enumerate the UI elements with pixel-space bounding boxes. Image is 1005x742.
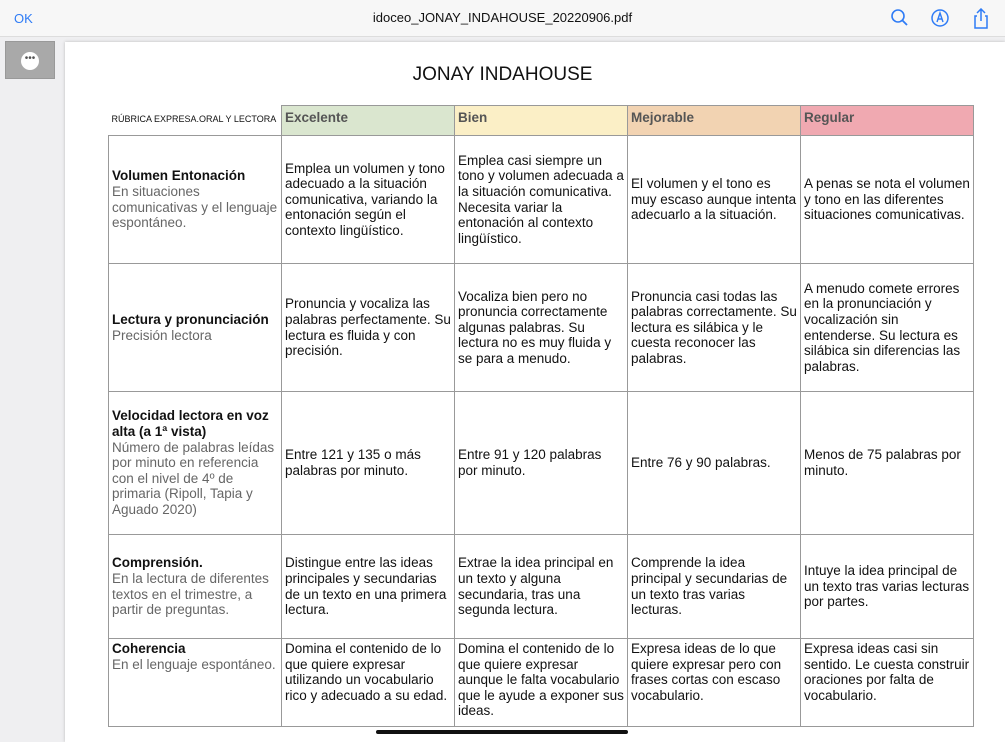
search-icon[interactable] <box>890 8 910 28</box>
criterion-title: Comprensión. <box>112 555 203 571</box>
descriptor-cell: Emplea un volumen y tono adecuado a la situación comunicativa, variando la entonación según el contexto lingüístico. <box>282 136 455 264</box>
thumbnail-sidebar <box>0 37 60 736</box>
criterion-cell <box>109 264 282 392</box>
criterion-description: Número de palabras leídas por minuto en referencia con el nivel de 4º de primaria (Ripoll, Tapia y Aguado 2020) <box>112 439 275 517</box>
criterion-title: Coherencia <box>112 641 186 656</box>
descriptor-cell: A menudo comete errores en la pronunciación y vocalización sin entenderse. Su lectura es silábica sin diferencias las palabras. <box>801 264 974 392</box>
toolbar <box>0 0 1005 37</box>
descriptor-cell: Expresa ideas casi sin sentido. Le cuesta construir oraciones por falta de vocabulario. <box>801 639 974 727</box>
descriptor-cell: Pronuncia casi todas las palabras correctamente. Su lectura es silábica y le cuesta reconocer las palabras. <box>628 264 801 392</box>
descriptor-cell: Vocaliza bien pero no pronuncia correctamente algunas palabras. Su lectura no es muy fluida y se para a menudo. <box>455 264 628 392</box>
table-row <box>109 264 974 392</box>
level-header: Regular <box>801 106 974 136</box>
descriptor-cell: Entre 76 y 90 palabras. <box>628 392 801 535</box>
header-row <box>109 106 974 136</box>
criterion-description: En situaciones comunicativas y el lenguaje espontáneo. <box>112 183 278 231</box>
descriptor-cell: A penas se nota el volumen y tono en las diferentes situaciones comunicativas. <box>801 136 974 264</box>
table-row <box>109 136 974 264</box>
level-header: Mejorable <box>628 106 801 136</box>
descriptor-cell: Extrae la idea principal en un texto y alguna secundaria, tras una segunda lectura. <box>455 535 628 639</box>
table-row <box>109 639 974 727</box>
criterion-cell <box>109 535 282 639</box>
criterion-cell <box>109 392 282 535</box>
document-title: JONAY INDAHOUSE <box>412 64 593 85</box>
criterion-title: Lectura y pronunciación <box>112 311 269 327</box>
criterion-description: En el lenguaje espontáneo. <box>112 656 276 672</box>
criterion-cell <box>109 136 282 264</box>
descriptor-cell: Comprende la idea principal y secundarias de un texto tras varias lecturas. <box>628 535 801 639</box>
descriptor-cell: Expresa ideas de lo que quiere expresar pero con frases cortas con escaso vocabulario. <box>628 639 801 727</box>
criterion-title: Volumen Entonación <box>112 168 246 184</box>
table-row <box>109 392 974 535</box>
descriptor-cell: Domina el contenido de lo que quiere expresar utilizando un vocabulario rico y adecuado a su edad. <box>282 639 455 727</box>
descriptor-cell: Menos de 75 palabras por minuto. <box>801 392 974 535</box>
markup-icon[interactable] <box>930 8 950 28</box>
descriptor-cell: Domina el contenido de lo que quiere expresar aunque le falta vocabulario que le ayude a exponer sus ideas. <box>455 639 628 727</box>
more-icon[interactable]: ••• <box>21 52 39 70</box>
rubric-table <box>108 105 974 727</box>
criterion-title: Velocidad lectora en voz alta (a 1ª vista) <box>112 408 269 440</box>
rubric-label: RÚBRICA EXPRESA.ORAL Y LECTORA <box>111 114 277 125</box>
share-icon[interactable] <box>971 8 991 28</box>
criterion-cell <box>109 639 282 727</box>
descriptor-cell: Entre 121 y 135 o más palabras por minuto. <box>282 392 455 535</box>
document-filename: idoceo_JONAY_INDAHOUSE_20220906.pdf <box>372 10 633 25</box>
descriptor-cell: Emplea casi siempre un tono y volumen adecuada a la situación comunicativa. Necesita variar la entonación al contexto lingüístico. <box>455 136 628 264</box>
descriptor-cell: Distingue entre las ideas principales y secundarias de un texto en una primera lectura. <box>282 535 455 639</box>
level-header: Excelente <box>282 106 455 136</box>
table-row <box>109 535 974 639</box>
descriptor-cell: El volumen y el tono es muy escaso aunque intenta adecuarlo a la situación. <box>628 136 801 264</box>
ok-button[interactable]: OK <box>14 11 33 26</box>
criterion-description: Precisión lectora <box>112 327 212 343</box>
descriptor-cell: Intuye la idea principal de un texto tras varias lecturas por partes. <box>801 535 974 639</box>
criterion-description: En la lectura de diferentes textos en el trimestre, a partir de preguntas. <box>112 570 269 618</box>
home-indicator <box>376 730 628 734</box>
descriptor-cell: Pronuncia y vocaliza las palabras perfectamente. Su lectura es fluida y con precisión. <box>282 264 455 392</box>
level-header: Bien <box>455 106 628 136</box>
descriptor-cell: Entre 91 y 120 palabras por minuto. <box>455 392 628 535</box>
